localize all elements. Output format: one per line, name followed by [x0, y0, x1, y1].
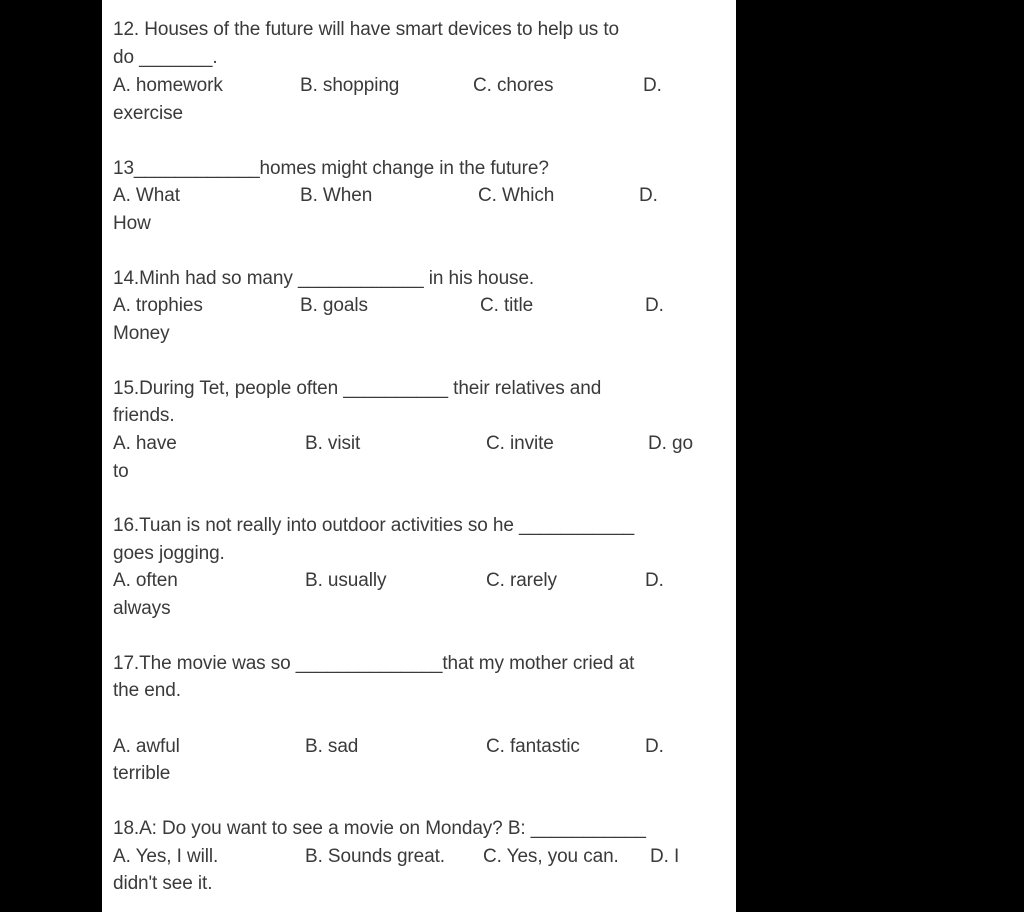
option-d: D. I	[650, 846, 680, 867]
option-d: D.	[645, 295, 664, 316]
option-c: C. invite	[486, 433, 554, 454]
option-d-continued: didn't see it.	[113, 873, 213, 894]
question-stem: 12. Houses of the future will have smart devices to help us to	[113, 19, 620, 40]
option-a: A. awful	[113, 736, 180, 757]
option-d: D.	[639, 185, 658, 206]
question-stem: 18.A: Do you want to see a movie on Monday? B: ___________	[113, 818, 646, 839]
option-b: B. When	[300, 185, 373, 206]
option-d: D.	[643, 75, 662, 96]
option-b: B. visit	[305, 433, 361, 454]
worksheet-page	[102, 0, 736, 912]
option-a: A. often	[113, 570, 178, 591]
option-d-continued: to	[113, 461, 129, 482]
option-b: B. goals	[300, 295, 368, 316]
question-stem-continued: the end.	[113, 680, 181, 701]
option-d: D. go	[648, 433, 693, 454]
question-stem: 14.Minh had so many ____________ in his house.	[113, 268, 535, 289]
option-c: C. Yes, you can.	[483, 846, 619, 867]
question-stem: 17.The movie was so ______________that my mother cried at	[113, 653, 635, 674]
option-c: C. Which	[478, 185, 555, 206]
question-stem: 15.During Tet, people often __________ their relatives and	[113, 378, 602, 399]
option-d: D.	[645, 736, 664, 757]
option-a: A. have	[113, 433, 177, 454]
option-d-continued: How	[113, 213, 151, 234]
option-d-continued: Money	[113, 323, 170, 344]
option-d: D.	[645, 570, 664, 591]
question-stem-continued: do _______.	[113, 47, 218, 68]
option-c: C. rarely	[486, 570, 557, 591]
option-b: B. usually	[305, 570, 387, 591]
option-a: A. trophies	[113, 295, 203, 316]
option-a: A. Yes, I will.	[113, 846, 219, 867]
question-stem: 13____________homes might change in the future?	[113, 158, 549, 179]
option-a: A. What	[113, 185, 180, 206]
option-a: A. homework	[113, 75, 223, 96]
option-c: C. fantastic	[486, 736, 580, 757]
question-stem-continued: goes jogging.	[113, 543, 225, 564]
option-d-continued: terrible	[113, 763, 171, 784]
option-c: C. title	[480, 295, 534, 316]
option-b: B. shopping	[300, 75, 400, 96]
question-stem: 16.Tuan is not really into outdoor activities so he ___________	[113, 515, 635, 536]
option-b: B. sad	[305, 736, 359, 757]
option-d-continued: exercise	[113, 103, 183, 124]
option-c: C. chores	[473, 75, 554, 96]
question-stem-continued: friends.	[113, 405, 175, 426]
option-d-continued: always	[113, 598, 171, 619]
option-b: B. Sounds great.	[305, 846, 445, 867]
